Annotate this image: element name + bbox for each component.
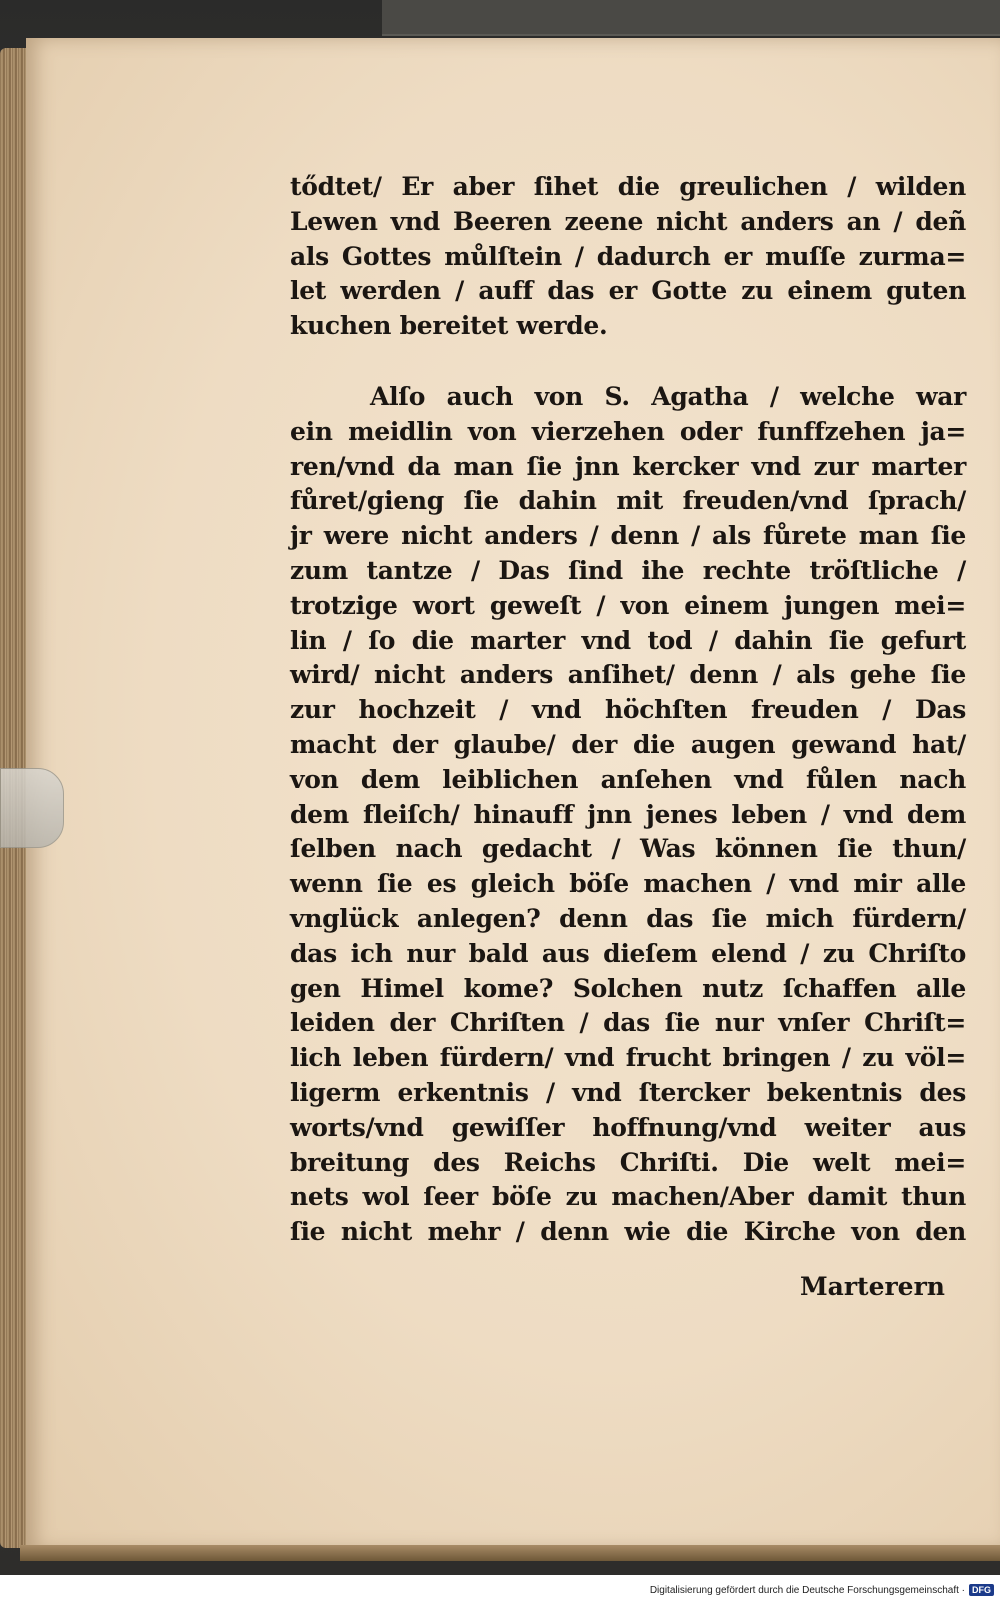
book-cover-edge [382,0,1000,36]
text-line: ligerm erkentnis / vnd ſtercker bekentnis des [290,1077,966,1107]
page-clip [0,768,64,848]
text-line: von dem leiblichen anſehen vnd fůlen nach [290,764,966,794]
text-line: kuchen bereitet werde. [290,311,608,341]
text-line: wenn ſie es gleich böſe machen / vnd mir alle [290,869,966,899]
text-line: dem fleiſch/ hinauff jnn jenes leben / vnd dem [290,799,966,829]
text-line: ſelben nach gedacht / Was können ſie thun/ [290,834,966,864]
text-line: ſie nicht mehr / denn wie die Kirche von den [290,1217,966,1247]
text-line: ein meidlin von vierzehen oder funffzehen ja= [290,416,966,446]
text-line: worts/vnd gewiſſer hoffnung/vnd weiter aus [290,1112,966,1142]
text-line: lich leben fürdern/ vnd frucht bringen / zu völ= [290,1043,966,1073]
text-line: Lewen vnd Beeren zeene nicht anders an / deñ [290,206,966,236]
text-line: Alſo auch von S. Agatha / welche war [370,381,966,411]
text-line: jr were nicht anders / denn / als fůrete man ſie [290,521,966,551]
text-line: wird/ nicht anders anſihet/ denn / als gehe ſie [290,660,966,690]
text-line: leiden der Chriſten / das ſie nur vnſer Chriſt= [290,1008,966,1038]
text-line: zum tantze / Das ſind ihe rechte tröſtliche / [290,555,966,585]
text-line: lin / ſo die marter vnd tod / dahin ſie gefurt [290,625,966,655]
text-line: das ich nur bald aus dieſem elend / zu Chriſto [290,938,966,968]
text-line: fůret/gieng ſie dahin mit freuden/vnd ſprach/ [290,486,966,516]
text-line: zur hochzeit / vnd höchſten freuden / Das [290,695,966,725]
digitization-credit [650,1583,994,1597]
credit-text: Digitalisierung gefördert durch die Deutsche Forschungsgemeinschaft · [649,1584,965,1596]
paragraph-2 [290,380,966,1250]
text-line: trotzige wort geweſt / von einem jungen mei= [290,590,966,620]
text-line: nets wol ſeer böſe zu machen/Aber damit thun [290,1182,966,1212]
catchword: Marterern [800,1272,945,1301]
text-line: let werden / auff das er Gotte zu einem guten [290,276,966,306]
paragraph-1 [290,170,966,344]
text-line: tődtet/ Er aber ſihet die greulichen / wilden [290,172,966,201]
paragraph-gap [290,344,966,380]
text-line: ren/vnd da man ſie jnn kercker vnd zur marter [290,451,966,481]
text-line: vnglück anlegen? denn das ſie mich fürdern/ [290,903,966,933]
text-line: macht der glaube/ der die augen gewand hat/ [290,729,966,759]
text-line: breitung des Reichs Chriſti. Die welt mei= [290,1147,966,1177]
page-bottom-edge [20,1545,1000,1561]
text-line: als Gottes můlſtein / dadurch er muſſe zurma= [290,241,966,271]
page-text [290,170,966,1250]
text-line: gen Himel kome? Solchen nutz ſchaffen alle [290,973,966,1003]
dfg-logo: DFG [969,1584,994,1596]
